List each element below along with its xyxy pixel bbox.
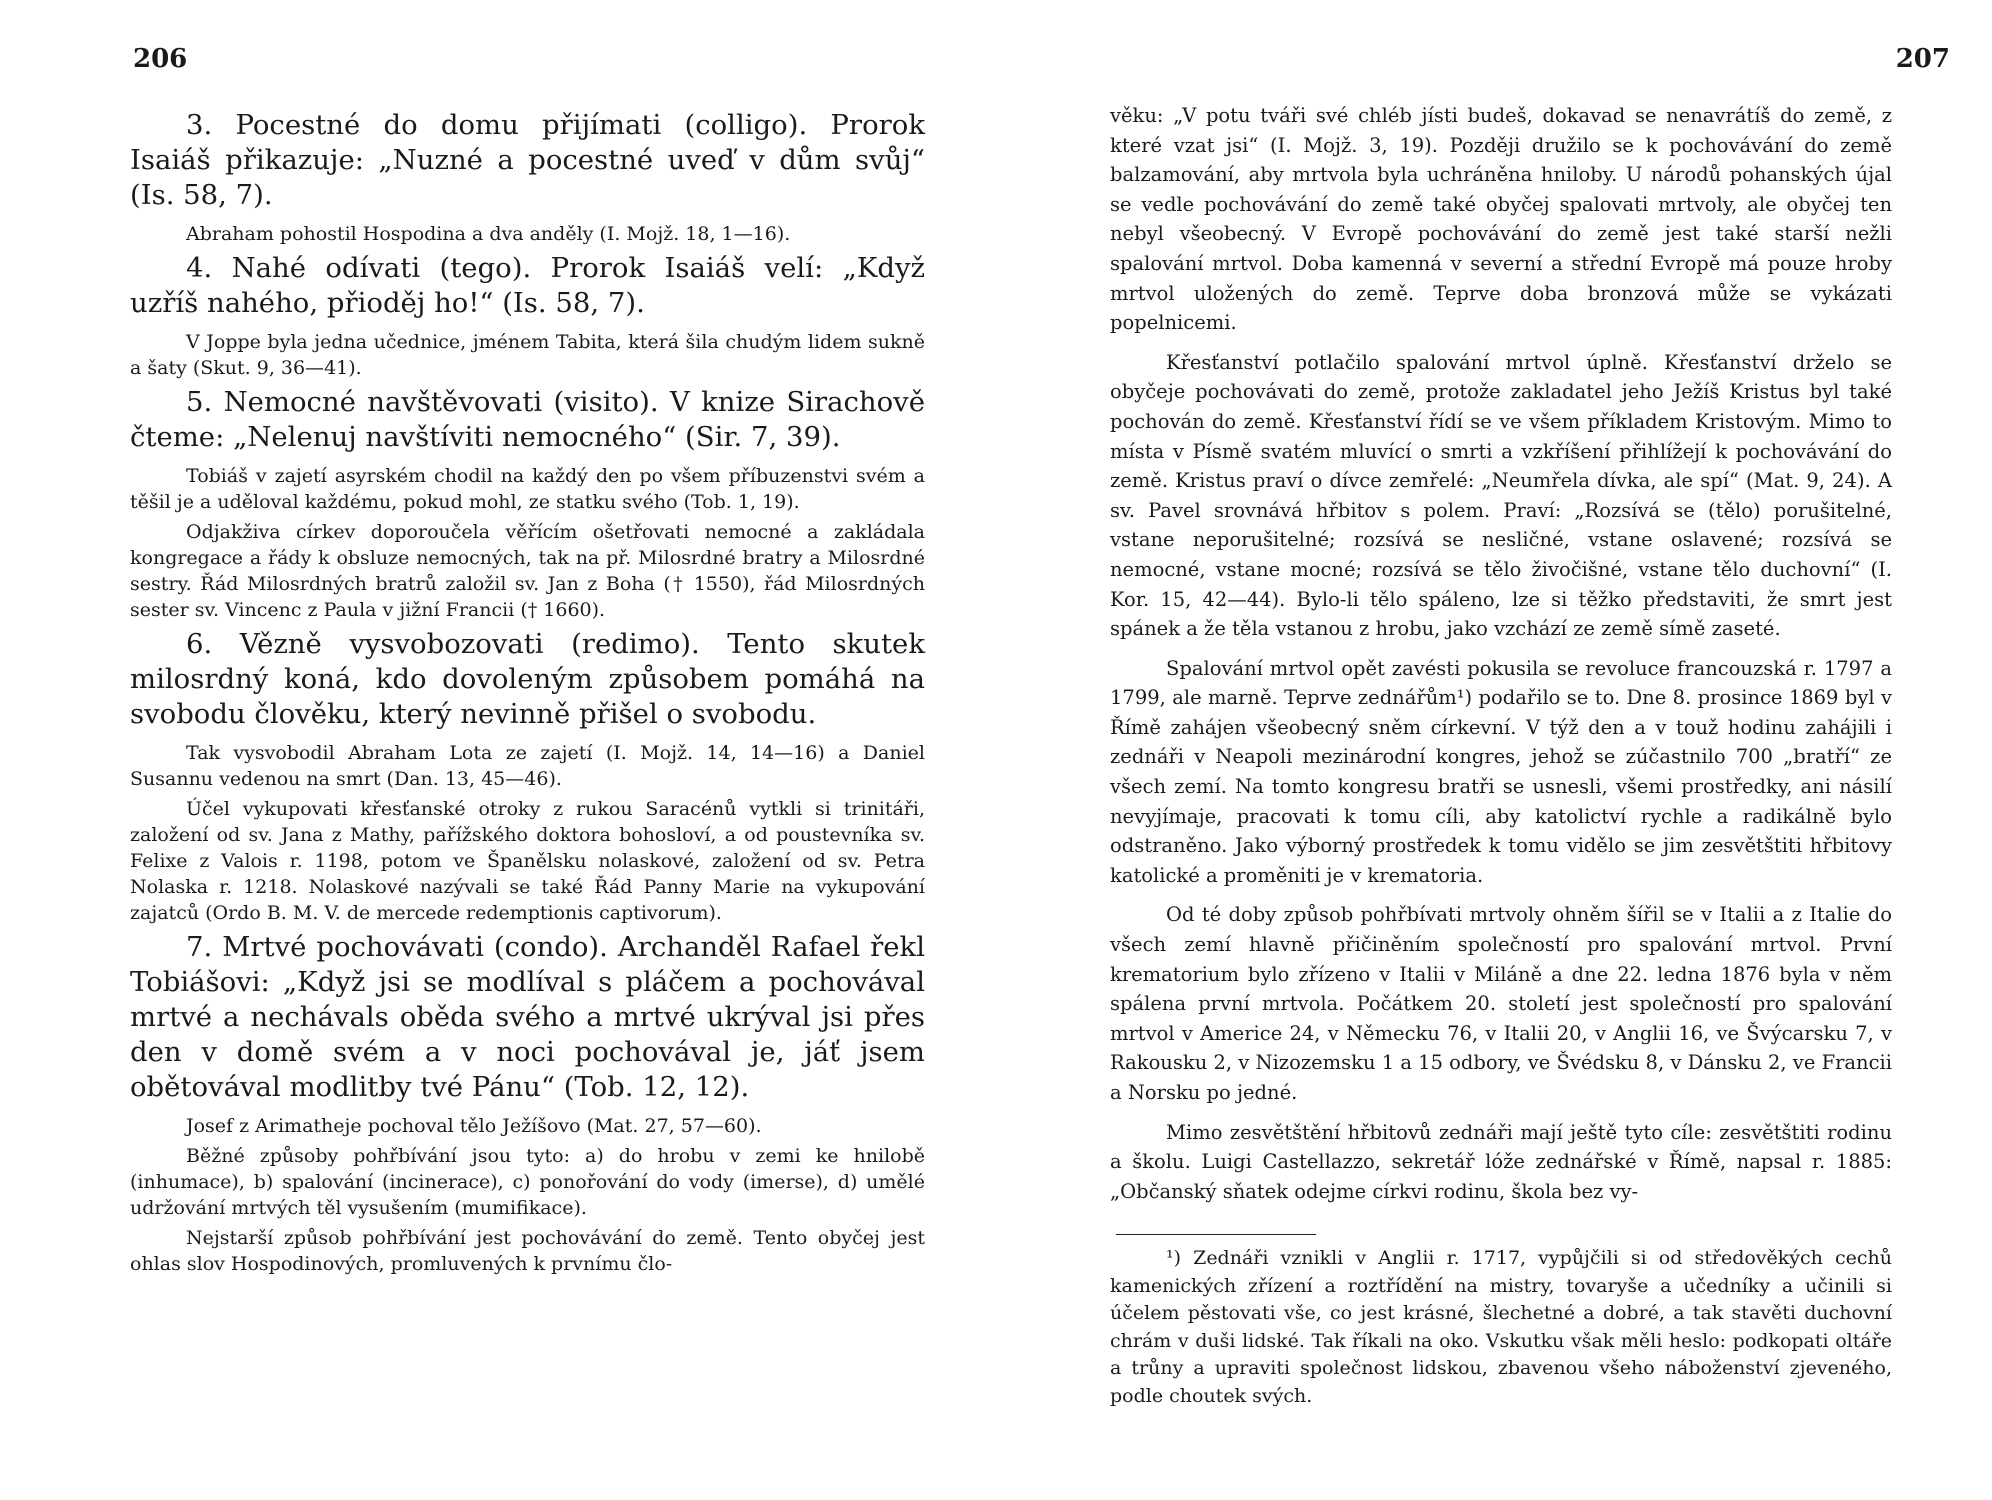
section-heading-paragraph: 3. Pocestné do domu přijímati (colligo). Prorok Isaiáš přikazuje: „Nuzné a pocestné uveď v dům svůj“ (Is. 58, 7). — [130, 109, 925, 211]
footnote: ¹) Zednáři vznikli v Anglii r. 1717, vypůjčili si od středověkých cechů kamenických zřízení a roztřídění na mistry, tovaryše a učedníky a učinili si účelem pěstovati vše, co jest krásné, šlechetné a dobré, a tak stavěti duchovní chrám v duši lidské. Tak říkali na oko. Vskutku však měli heslo: podkopati oltáře a trůny a upraviti společnost lidskou, zbavenou všeho náboženství zjeveného, podle choutek svých. — [1110, 1247, 1892, 1407]
body-paragraph: věku: „V potu tváři své chléb jísti budeš, dokavad se nenavrátíš do země, z které vzat jsi“ (I. Mojž. 3, 19). Později družilo se k pochovávání do země balzamování, aby mrtvola byla uchráněna hniloby. U národů pohanských újal se vedle pochovávání do země také obyčej spalovati mrtvoly, ale obyčej ten nebyl všeobecný. V Evropě pochovávání do země jest také starší nežli spalování mrtvol. Doba kamenná v severní a střední Evropě má pouze hroby mrtvol uložených do země. Teprve doba bronzová může se vykázati popelnicemi. — [1110, 104, 1892, 335]
footnote-rule — [1116, 1234, 1316, 1235]
body-paragraph: Křesťanství potlačilo spalování mrtvol úplně. Křesťanství drželo se obyčeje pochovávati do země, protože zakladatel jeho Ježíš Kristus byl také pochován do země. Křesťanství řídí se ve všem příkladem Kristovým. Mimo to místa v Písmě svatém mluvící o smrti a vzkříšení přihlížejí k pochovávání do země. Kristus praví o dívce zemřelé: „Neumřela dívka, ale spí“ (Mat. 9, 24). A sv. Pavel srovnává hřbitov s polem. Praví: „Rozsívá se (tělo) porušitelné, vstane neporušitelné; rozsívá se nesličné, vstane oslavené; rozsívá se nemocné, vstane mocné; rozsívá se tělo živočišné, vstane tělo duchovní“ (I. Kor. 15, 42—44). Bylo-li tělo spáleno, lze si těžko představiti, že smrt jest spánek a že těla vstanou z hrobu, jako vzchází ze země símě zaseté. — [1110, 350, 1892, 641]
example-paragraph: Účel vykupovati křesťanské otroky z rukou Saracénů vytkli si trinitáři, založení od sv. Jana z Mathy, pařížského doktora bohosloví, a od poustevníka sv. Felixe z Valois r. 1198, potom ve Španělsku nolaskové, založení od sv. Petra Nolaska r. 1218. Nolaskové nazývali se také Řád Panny Marie na vykupování zajatců (Ordo B. M. V. de mercede redemptionis captivorum). — [130, 798, 925, 924]
example-paragraph: Tak vysvobodil Abraham Lota ze zajetí (I. Mojž. 14, 14—16) a Daniel Susannu vedenou na smrt (Dan. 13, 45—46). — [130, 742, 925, 790]
example-paragraph: Nejstarší způsob pohřbívání jest pochovávání do země. Tento obyčej jest ohlas slov Hospodinových, promluvených k prvnímu člo- — [130, 1227, 925, 1275]
example-paragraph: Abraham pohostil Hospodina a dva anděly (I. Mojž. 18, 1—16). — [186, 223, 791, 245]
right-text-column — [1110, 101, 1892, 1410]
section-heading-paragraph: 6. Vězně vysvobozovati (redimo). Tento skutek milosrdný koná, kdo dovoleným způsobem pomáhá na svobodu člověku, který nevinně přišel o svobodu. — [130, 628, 925, 730]
section-heading-paragraph: 7. Mrtvé pochovávati (condo). Archanděl Rafael řekl Tobiášovi: „Když jsi se modlíval s pláčem a pochovával mrtvé a nechávals oběda svého a mrtvé ukrýval jsi přes den v domě svém a v noci pochovával je, jáť jsem obětovával modlitby tvé Pánu“ (Tob. 12, 12). — [130, 931, 925, 1103]
page-number: 206 — [133, 44, 188, 74]
section-heading-paragraph: 5. Nemocné navštěvovati (visito). V knize Sirachově čteme: „Nelenuj navštíviti nemocného“ (Sir. 7, 39). — [130, 386, 925, 453]
example-paragraph: Odjakživa církev doporoučela věřícím ošetřovati nemocné a zakládala kongregace a řády k obsluze nemocných, tak na př. Milosrdné bratry a Milosrdné sestry. Řád Milosrdných bratrů založil sv. Jan z Boha († 1550), řád Milosrdných sester sv. Vincenc z Paula v jižní Francii († 1660). — [130, 521, 925, 621]
page-number: 207 — [1895, 44, 1950, 74]
example-paragraph: V Joppe byla jedna učednice, jménem Tabita, která šila chudým lidem sukně a šaty (Skut. 9, 36—41). — [130, 331, 925, 379]
section-heading-paragraph: 4. Nahé odívati (tego). Prorok Isaiáš velí: „Když uzříš nahého, přioděj ho!“ (Is. 58, 7). — [130, 252, 925, 319]
example-paragraph: Běžné způsoby pohřbívání jsou tyto: a) do hrobu v zemi ke hnilobě (inhumace), b) spalování (incinerace), c) ponořování do vody (imerse), d) umělé udržování mrtvých těl vysušením (mumifikace). — [130, 1145, 925, 1219]
body-paragraph: Od té doby způsob pohřbívati mrtvoly ohněm šířil se v Italii a z Italie do všech zemí hlavně přičiněním společností pro spalování mrtvol. První krematorium bylo zřízeno v Italii v Miláně a dne 22. ledna 1876 byla v něm spálena první mrtvola. Počátkem 20. století jest společností pro spalování mrtvol v Americe 24, v Německu 76, v Italii 20, v Anglii 16, ve Švýcarsku 7, v Rakousku 2, v Nizozemsku 1 a 15 odbory, ve Švédsku 8, v Dánsku 2, ve Francii a Norsku po jedné. — [1110, 903, 1892, 1104]
left-text-column — [130, 108, 925, 1281]
body-paragraph: Spalování mrtvol opět zavésti pokusila se revoluce francouzská r. 1797 a 1799, ale marně. Teprve zednářům¹) podařilo se to. Dne 8. prosince 1869 byl v Římě zahájen všeobecný sněm církevní. V týž den a v touž hodinu zahájili i zednáři v Neapoli mezinárodní kongres, jehož se zúčastnilo 700 „bratří“ ze všech zemí. Na tomto kongresu bratři se usnesli, všemi prostředky, ani násilí nevyjímaje, pracovati k tomu cíli, aby katolictví rychle a radikálně bylo odstraněno. Jako výborný prostředek k tomu vidělo se jim zesvětštiti hřbitovy katolické a proměniti je v krematoria. — [1110, 656, 1892, 887]
example-paragraph: Josef z Arimatheje pochoval tělo Ježíšovo (Mat. 27, 57—60). — [186, 1115, 762, 1137]
body-paragraph: Mimo zesvětštění hřbitovů zednáři mají ještě tyto cíle: zesvětštiti rodinu a školu. Luigi Castellazzo, sekretář lóže zednářské v Římě, napsal r. 1885: „Občanský sňatek odejme církvi rodinu, škola bez vy- — [1110, 1120, 1892, 1203]
example-paragraph: Tobiáš v zajetí asyrském chodil na každý den po všem příbuzenstvi svém a těšil je a uděloval každému, pokud mohl, ze statku svého (Tob. 1, 19). — [130, 465, 925, 513]
